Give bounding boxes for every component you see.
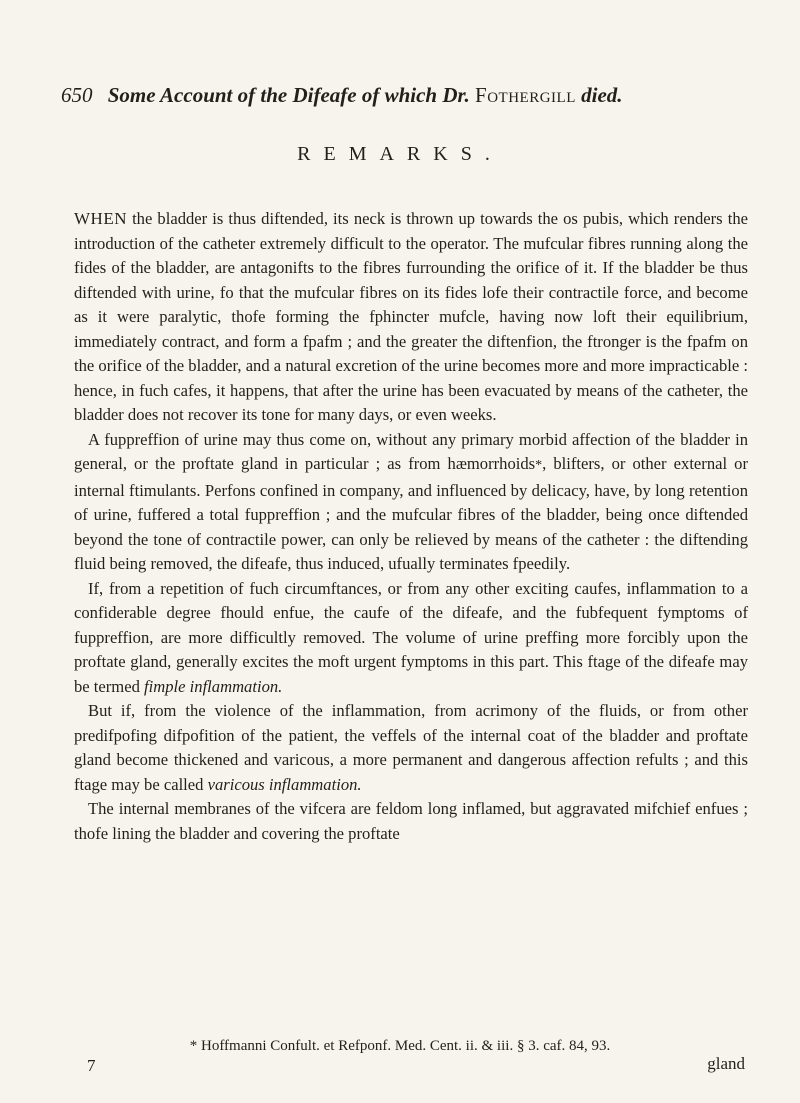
footnote: * Hoffmanni Confult. et Refponf. Med. Cent. ii. & iii. § 3. caf. 84, 93. [189,1038,611,1054]
running-head [61,82,751,108]
italic-term: fimple inflammation. [144,676,283,696]
running-head-name: Fothergill [475,83,576,107]
paragraph-4 [74,699,748,797]
paragraph-text: , blifters, or other external or internal ftimulants. Perfons confined in company, and influenced by delicacy, have, by long retention of urine, fuffered a total fuppreffion ; and the mufcular fibres of the bladder, being once diftended beyond the tone of contractile power, can only be relieved by means of the catheter : the diftending fluid being removed, the difeafe, thus induced, ufually terminates fpeedily. [74,454,748,573]
paragraph-3 [74,577,748,700]
body-text [74,207,748,846]
footnote-mark: * [535,458,543,473]
paragraph-2 [74,428,748,577]
paragraph-lead-word: WHEN [74,209,127,228]
paragraph-text: the bladder is thus diftended, its neck is thrown up towards the os pubis, which renders the introduction of the catheter extremely difficult to the operator. The mufcular fibres running along the fides of the bladder, are antagonifts to the fibres furrounding the orifice of it. If the bladder be thus diftended with urine, fo that the mufcular fibres on its fides lofe their contractile force, and become as it were paralytic, thofe forming the fphincter mufcle, having now loft their equilibrium, immediately contract, and form a fpafm ; and the greater the diftenfion, the ftronger is the fpafm on the orifice of the bladder, and a natural excretion of the urine becomes more and more impracticable : hence, in fuch cafes, it happens, that after the urine has been evacuated by means of the catheter, the bladder does not recover its tone for many days, or even weeks. [74,209,748,424]
paragraph-text: If, from a repetition of fuch circumftances, or from any other exciting caufes, inflammation to a confiderable degree fhould enfue, the caufe of the difeafe, and the fubfequent fymptoms of fuppreffion, are more difficultly removed. The volume of urine preffing more forcibly upon the proftate gland, generally excites the moft urgent fymptoms in this part. This ftage of the difeafe may be termed [74,578,748,696]
italic-term: varicous inflammation. [207,774,362,794]
paragraph-text: The internal membranes of the vifcera are feldom long inflamed, but aggravated mifchief enfues ; thofe lining the bladder and covering the proftate [74,799,748,843]
catchword: gland [707,1054,745,1073]
signature-mark: 7 [87,1056,96,1075]
paragraph-5 [74,797,748,846]
paragraph-1 [74,207,748,428]
section-title: REMARKS. [297,143,503,165]
paragraph-text: But if, from the violence of the inflammation, from acrimony of the fluids, or from other predifpofing difpofition of the patient, the veffels of the internal coat of the bladder and proftate gland become thickened and varicous, a more permanent and dangerous affection refults ; and this ftage may be called [74,701,748,794]
paragraph-text: A fuppreffion of urine may thus come on, without any primary morbid affection of the bladder in general, or the proftate gland in particular ; as from hæmorrhoids [74,429,748,473]
running-head-suffix: died. [581,83,623,107]
running-head-title: Some Account of the Difeafe of which Dr. [107,83,470,107]
page-number: 650 [61,83,93,107]
